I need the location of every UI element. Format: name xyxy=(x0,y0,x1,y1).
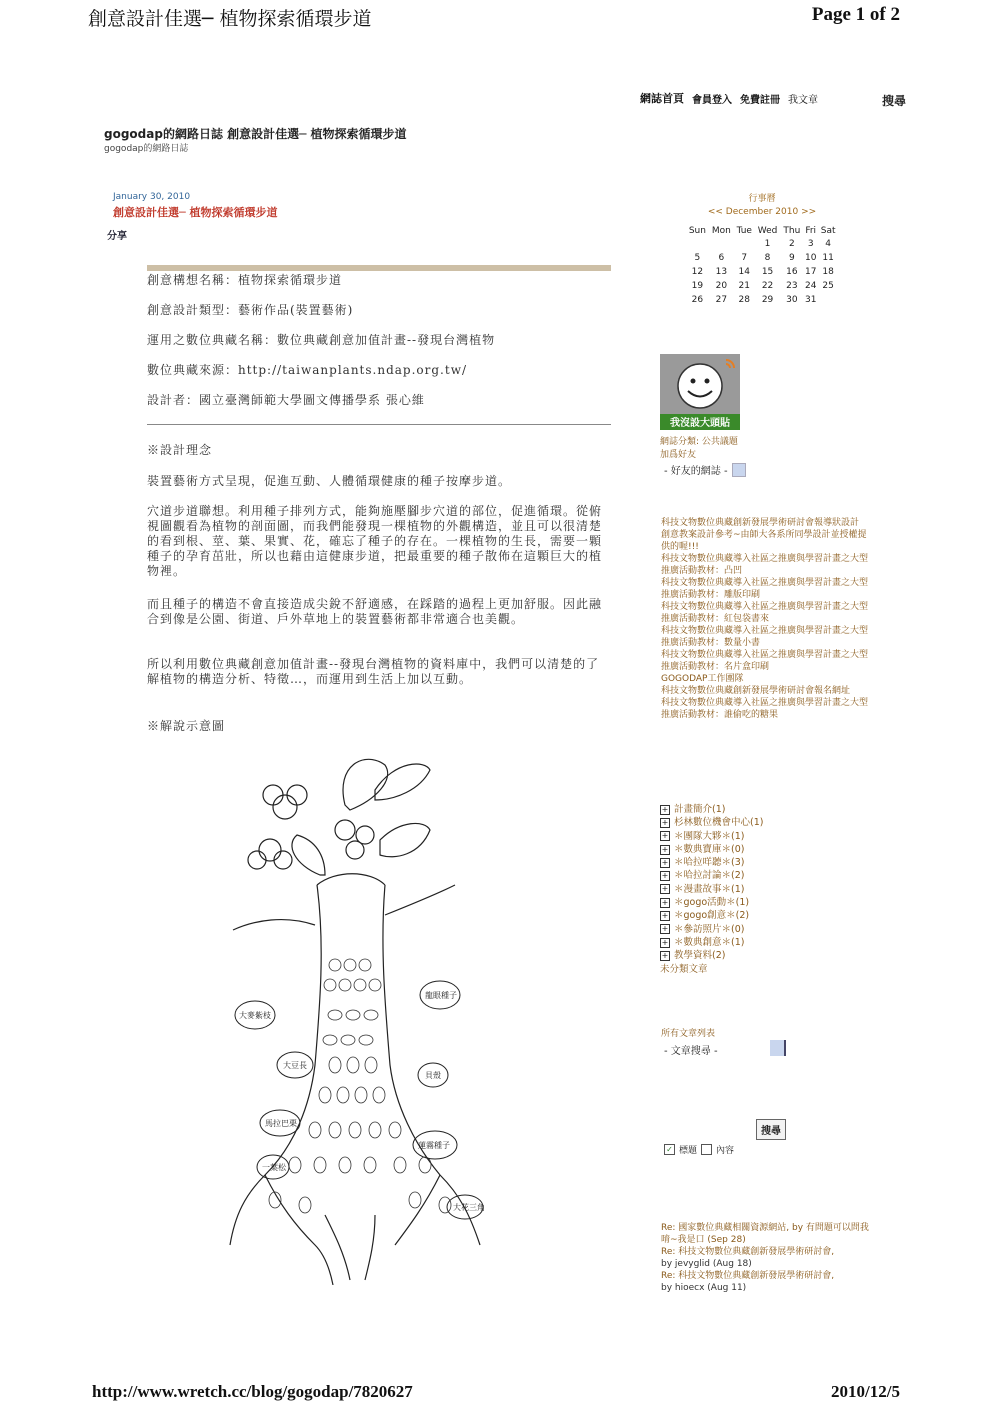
calendar-day: 16 xyxy=(786,267,798,277)
search-icon[interactable]: 搜尋 xyxy=(882,94,907,108)
calendar-day: 19 xyxy=(691,281,704,291)
diagram-label: 大豆長 xyxy=(283,1061,307,1070)
post-paragraph: 所以利用數位典藏創意加值計畫--發現台灣植物的資料庫中，我們可以清楚的了解植物的構造分析、特徵…，而運用到生活上加以互動。 xyxy=(147,657,600,686)
post-info xyxy=(147,273,611,423)
post-paragraph: 穴道步道聯想。利用種子排列方式，能夠施壓腳步穴道的部位，促進循環。從俯視圖觀看為植物的剖面圖，而我們能發現一棵植物的外觀構造，並且可以很清楚的看到根、莖、葉、果實、花，確忘了種子的存在。一棵植物的生長，需要一顆種子的孕育茁壯，所以也藉由這健康步道，把最重要的種子散佈在這顆巨大的植物裡。 xyxy=(147,504,603,578)
link-item[interactable]: 科技文物數位典藏導入社區之推廣與學習計畫之大型推廣活動教材：凸凹 xyxy=(661,554,869,576)
calendar-day: 12 xyxy=(691,267,704,277)
plant-diagram-illustration xyxy=(225,745,485,1285)
blog-category[interactable]: 網誌分類: 公共議題 xyxy=(660,437,738,447)
calendar-grid xyxy=(686,225,838,307)
link-item[interactable]: 科技文物數位典藏創新發展學術研討會報名網址 xyxy=(661,686,851,696)
diagram-label: 一葉松 xyxy=(262,1163,286,1172)
calendar-day: 23 xyxy=(786,281,798,291)
all-posts-label[interactable]: 所有文章列表 xyxy=(661,1029,716,1039)
dropdown-arrow-icon[interactable] xyxy=(732,463,746,477)
calendar-day-header: Sun xyxy=(688,226,706,236)
expand-icon[interactable]: + xyxy=(661,897,669,907)
comment-link[interactable]: Re: 國家數位典藏相關資源網站, by 有問題可以問我唷~我是口 (Sep 28) xyxy=(661,1223,869,1245)
calendar-day: 17 xyxy=(804,267,817,277)
calendar-day-header: Tue xyxy=(736,226,752,236)
calendar-day: 1 xyxy=(764,239,771,249)
blog-subtitle: gogodap的網路日誌 xyxy=(104,144,189,154)
category-label[interactable]: ＊數典寶庫＊(0) xyxy=(674,843,745,855)
category-item[interactable] xyxy=(660,830,870,843)
category-label[interactable]: ＊數典創意＊(1) xyxy=(674,936,745,948)
info-line: 創意構想名稱：植物探索循環步道 xyxy=(147,273,343,287)
post-paragraph: 而且種子的構造不會直接造成尖銳不舒適感，在踩踏的過程上更加舒服。因此融合到像是公園、街道、戶外草地上的裝置藝術都非常適合也美觀。 xyxy=(147,597,603,626)
calendar-day: 8 xyxy=(764,253,771,263)
divider-line xyxy=(147,424,611,425)
calendar-day: 15 xyxy=(761,267,774,277)
expand-icon[interactable]: + xyxy=(661,937,669,947)
avatar-caption: 我沒設大頭貼 xyxy=(670,418,730,429)
calendar-day: 25 xyxy=(822,281,834,291)
share-button[interactable]: 分享 xyxy=(107,231,127,242)
page-header-title: 創意設計佳選─ 植物探索循環步道 xyxy=(88,8,372,30)
recent-comments xyxy=(661,1222,871,1294)
add-friend-link[interactable]: 加爲好友 xyxy=(660,450,697,460)
category-item[interactable] xyxy=(660,896,870,909)
checkbox-content-label: 內容 xyxy=(716,1146,735,1156)
calendar-day: 14 xyxy=(738,267,750,277)
search-button[interactable]: 搜尋 xyxy=(756,1119,786,1140)
category-label[interactable]: 計畫簡介(1) xyxy=(674,804,726,815)
expand-icon[interactable]: + xyxy=(661,857,669,867)
diagram-label: 大花三角 xyxy=(453,1203,485,1212)
uncategorized-link[interactable]: 未分類文章 xyxy=(660,963,708,975)
expand-icon[interactable]: + xyxy=(661,884,669,894)
blog-home-link[interactable]: 網誌首頁 xyxy=(640,92,684,105)
expand-icon[interactable]: + xyxy=(661,911,669,921)
category-label[interactable]: ＊團隊大夥＊(1) xyxy=(674,830,745,842)
register-link[interactable]: 免費註冊 xyxy=(740,94,780,106)
avatar[interactable] xyxy=(660,354,740,430)
calendar-day: 5 xyxy=(694,253,701,263)
comment-link[interactable]: Re: 科技文物數位典藏創新發展學術研討會, xyxy=(661,1247,835,1257)
calendar-day: 31 xyxy=(804,295,817,305)
category-item[interactable] xyxy=(660,923,870,936)
calendar-day: 30 xyxy=(786,295,798,305)
category-item[interactable] xyxy=(660,843,870,856)
concept-heading: ※設計理念 xyxy=(147,443,213,457)
friends-select-label: - 好友的網誌 - xyxy=(664,466,728,477)
info-line: 運用之數位典藏名稱：數位典藏創意加值計畫--發現台灣植物 xyxy=(147,333,496,347)
link-item[interactable]: 科技文物數位典藏導入社區之推廣與學習計畫之大型推廣活動教材：名片盒印刷 xyxy=(661,650,869,672)
calendar-day-header: Mon xyxy=(711,226,731,236)
category-item[interactable] xyxy=(660,816,870,829)
category-label[interactable]: ＊漫畫故事＊(1) xyxy=(674,883,745,895)
expand-icon[interactable]: + xyxy=(661,950,669,960)
calendar-day: 9 xyxy=(788,253,795,263)
expand-icon[interactable]: + xyxy=(661,871,669,881)
calendar-day: 28 xyxy=(738,295,750,305)
calendar-day xyxy=(709,237,734,251)
comment-author: by jevyglid (Aug 18) xyxy=(661,1259,752,1269)
category-label[interactable]: 杉林數位機會中心(1) xyxy=(674,817,764,829)
calendar-day: 27 xyxy=(715,295,728,305)
link-item[interactable]: 科技文物數位典藏創新發展學術研討會報導狀設計 xyxy=(661,518,860,528)
my-posts-link[interactable]: 我文章 xyxy=(788,94,818,106)
calendar-title: 行事曆 xyxy=(748,194,776,204)
comment-author: by hioecx (Aug 11) xyxy=(661,1283,747,1293)
info-line: 數位典藏來源：http://taiwanplants.ndap.org.tw/ xyxy=(147,363,468,377)
diagram-label: 馬拉巴栗 xyxy=(265,1119,297,1128)
checkbox-title-label: 標題 xyxy=(679,1146,698,1156)
category-label[interactable]: ＊哈拉討論＊(2) xyxy=(674,870,745,882)
comment-link[interactable]: Re: 科技文物數位典藏創新發展學術研討會, xyxy=(661,1271,835,1281)
calendar-day: 20 xyxy=(715,281,728,291)
checkbox-checked-icon[interactable]: ✓ xyxy=(664,1144,675,1155)
link-item[interactable]: 創意教案設計參考~由師大各系所同學設計並授權提供的喔!!! xyxy=(661,530,867,552)
category-item[interactable] xyxy=(660,936,870,949)
article-select[interactable]: - 文章搜尋 - xyxy=(664,1046,718,1057)
post-date: January 30, 2010 xyxy=(113,192,191,202)
calendar-day: 13 xyxy=(715,267,728,277)
link-item[interactable]: 科技文物數位典藏導入社區之推廣與學習計畫之大型推廣活動教材：數量小書 xyxy=(661,626,869,648)
calendar-day: 22 xyxy=(761,281,774,291)
calendar xyxy=(686,191,838,307)
category-label[interactable]: ＊哈拉咩聽＊(3) xyxy=(674,857,745,869)
search-options xyxy=(664,1143,734,1156)
footer-date: 2010/12/5 xyxy=(831,1382,900,1401)
calendar-day: 3 xyxy=(807,239,814,249)
expand-icon[interactable]: + xyxy=(661,817,669,827)
calendar-day-header: Wed xyxy=(757,226,778,236)
calendar-day: 21 xyxy=(738,281,750,291)
friends-blog-select[interactable] xyxy=(664,462,746,477)
calendar-day: 6 xyxy=(718,253,725,263)
link-item[interactable]: 科技文物數位典藏導入社區之推廣與學習計畫之大型推廣活動教材：雕版印刷 xyxy=(661,578,869,600)
diagram-label: 龍眼種子 xyxy=(425,991,457,1000)
calendar-day-header: Thu xyxy=(783,226,801,236)
expand-icon[interactable]: + xyxy=(661,924,669,934)
diagram-heading: ※解說示意圖 xyxy=(147,719,226,733)
expand-icon[interactable]: + xyxy=(661,804,669,814)
calendar-day: 11 xyxy=(822,253,834,263)
links-list xyxy=(661,517,871,721)
expand-icon[interactable]: + xyxy=(661,844,669,854)
login-link[interactable]: 會員登入 xyxy=(692,94,732,106)
category-label[interactable]: ＊參訪照片＊(0) xyxy=(674,923,745,935)
category-item[interactable] xyxy=(660,869,870,882)
calendar-day-header: Sat xyxy=(820,226,836,236)
calendar-nav[interactable]: << December 2010 >> xyxy=(707,207,817,217)
calendar-day: 18 xyxy=(822,267,834,277)
expand-icon[interactable]: + xyxy=(661,831,669,841)
category-label[interactable]: ＊gogo活動＊(1) xyxy=(674,897,750,909)
calendar-day xyxy=(686,237,709,251)
post-paragraph: 裝置藝術方式呈現，促進互動、人體循環健康的種子按摩步道。 xyxy=(147,474,512,488)
link-item[interactable]: 科技文物數位典藏導入社區之推廣與學習計畫之大型推廣活動教材：誰偷吃的糖果 xyxy=(661,698,869,720)
calendar-day-header: Fri xyxy=(805,226,817,236)
calendar-day: 29 xyxy=(761,295,774,305)
category-label[interactable]: ＊gogo創意＊(2) xyxy=(674,910,750,922)
category-item[interactable] xyxy=(660,909,870,922)
info-line: 創意設計類型：藝術作品(裝置藝術) xyxy=(147,303,354,317)
calendar-day xyxy=(734,237,754,251)
category-list xyxy=(660,803,870,976)
diagram-label: 貝殼 xyxy=(425,1071,441,1080)
calendar-day: 24 xyxy=(804,281,817,291)
footer-url: http://www.wretch.cc/blog/gogodap/7820627 xyxy=(92,1382,413,1401)
calendar-day: 4 xyxy=(825,239,832,249)
info-line: 設計者：國立臺灣師範大學圖文傳播學系 張心維 xyxy=(147,393,425,407)
top-nav xyxy=(640,90,818,106)
diagram-label: 大麥紫枝 xyxy=(239,1011,271,1020)
calendar-day: 7 xyxy=(741,253,748,263)
calendar-day xyxy=(818,293,838,307)
category-item[interactable] xyxy=(660,856,870,869)
category-label[interactable]: 教學資料(2) xyxy=(674,950,726,962)
blog-title: gogodap的網路日誌 創意設計佳選─ 植物探索循環步道 xyxy=(104,127,407,141)
calendar-day: 10 xyxy=(804,253,817,263)
diagram-label: 蓮霧種子 xyxy=(418,1141,450,1150)
link-item[interactable]: GOGODAP工作團隊 xyxy=(661,674,744,684)
link-item[interactable]: 科技文物數位典藏導入社區之推廣與學習計畫之大型推廣活動教材：紅包袋書來 xyxy=(661,602,869,624)
post-title[interactable]: 創意設計佳選─ 植物探索循環步道 xyxy=(113,206,278,219)
category-item[interactable] xyxy=(660,883,870,896)
calendar-day: 2 xyxy=(788,239,795,249)
divider-bar xyxy=(147,265,611,271)
calendar-day: 26 xyxy=(691,295,704,305)
checkbox-unchecked-icon[interactable] xyxy=(701,1144,712,1155)
page-number: Page 1 of 2 xyxy=(811,4,900,25)
category-item[interactable] xyxy=(660,803,870,816)
dropdown-arrow-icon[interactable] xyxy=(770,1040,786,1056)
category-item[interactable] xyxy=(660,949,870,962)
